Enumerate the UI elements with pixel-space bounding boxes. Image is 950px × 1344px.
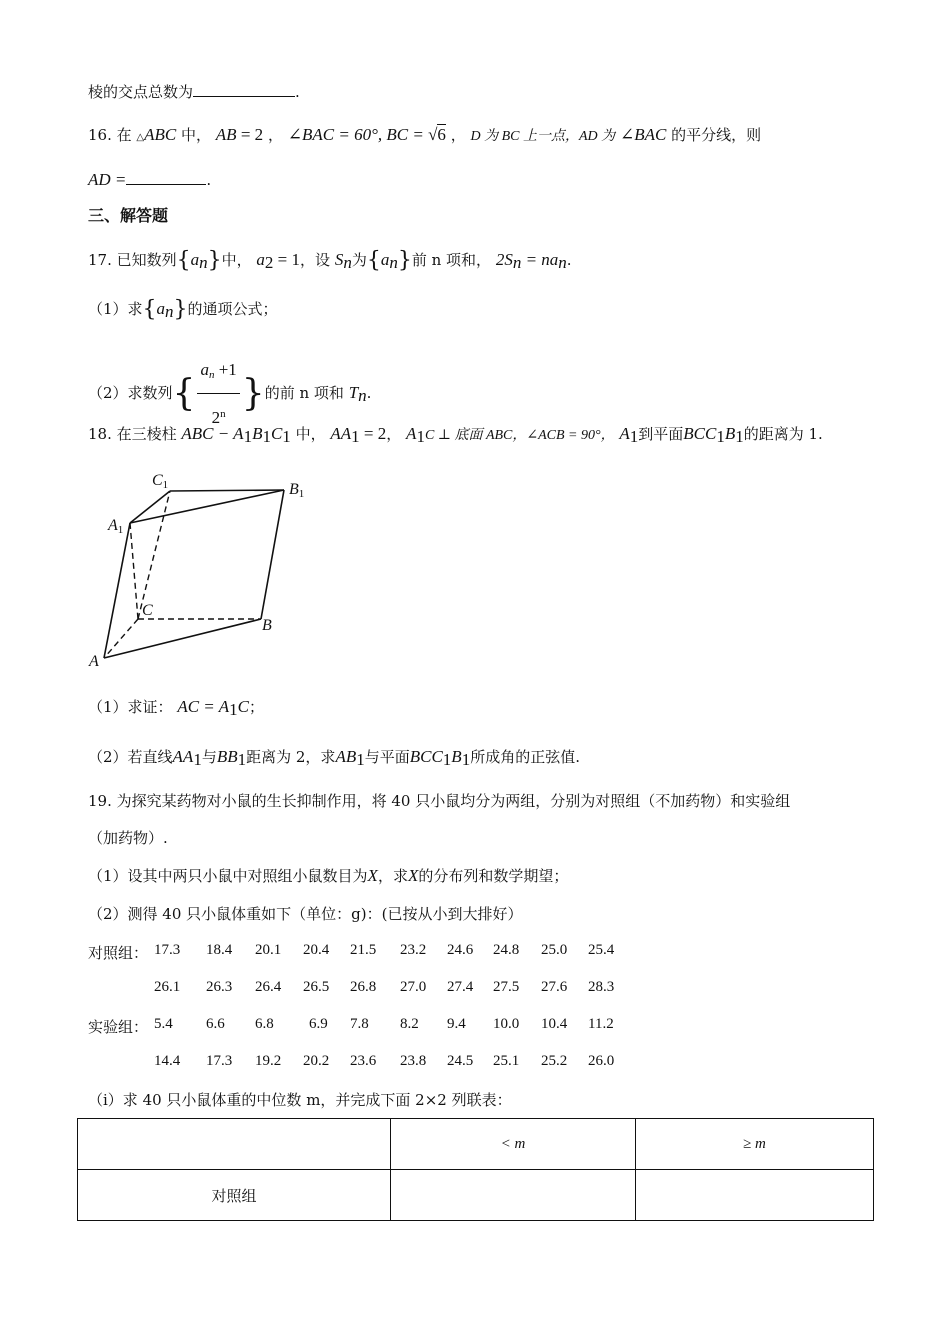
weight-value: 10.4 [541,1016,568,1032]
q15-tail: 棱的交点总数为 . [88,83,300,101]
table-header-lt-m: < m [391,1119,636,1170]
label-c1: C1 [152,472,169,491]
weight-value: 26.1 [154,979,181,995]
weight-value: 25.2 [541,1053,568,1069]
q19-part1: （1）设其中两只小鼠中对照组小鼠数目为X，求X的分布列和数学期望； [88,866,569,885]
q19-part-i: （i）求 40 只小鼠体重的中位数 m，并完成下面 2×2 列联表： [88,1091,512,1109]
contingency-table [77,1118,874,1221]
table-cell-input[interactable] [391,1170,636,1221]
q17-part2: （2）求数列{ $\frac{a_n +1}{2^n}$ }的前 n 项和 $T_n$. [88,348,371,440]
edge-c-c1 [138,491,170,619]
weight-value: 23.2 [400,942,427,958]
label-b1: B1 [289,481,305,500]
weight-value: 6.6 [206,1016,225,1032]
weight-value: 19.2 [255,1053,282,1069]
weight-value: 8.2 [400,1016,419,1032]
weight-value: 6.8 [255,1016,274,1032]
weight-value: 27.6 [541,979,568,995]
sqrt-symbol: √ [428,125,438,144]
weight-value: 25.0 [541,942,568,958]
weight-value: 27.5 [493,979,520,995]
edge-c-a [104,619,138,658]
weight-value: 25.1 [493,1053,520,1069]
weight-value: 23.6 [350,1053,377,1069]
edge-a1-b1 [130,490,284,523]
table-row [78,1170,874,1221]
q17-stem: 17. 已知数列$\{a_n\}$中， $a_2 = 1$，设 $S_n$为$\{a_n\}$前 n 项和， $2S_n = na_n$. [88,248,572,273]
q18-part2: （2）若直线$AA_1$与$BB_1$距离为 2，求$AB_1$与平面$BCC_1B_1$所成角的正弦值. [88,747,580,769]
weight-value: 25.4 [588,942,615,958]
label-b: B [262,617,272,634]
label-a: A [89,653,99,670]
weight-value: 23.8 [400,1053,427,1069]
edge-a1-c [130,523,138,619]
triangle-icon: △ [136,132,145,143]
fraction: $\frac{a_n +1}{2^n}$ [197,348,239,440]
q19-line1: 19. 为探究某药物对小鼠的生长抑制作用，将 40 只小鼠均分为两组，分别为对照组（不加药物）和实验组 [88,792,791,810]
weight-value: 10.0 [493,1016,520,1032]
q18-part1: （1）求证： AC = $A_1C$； [88,697,264,719]
weight-value: 7.8 [350,1016,369,1032]
q16-line1: 16. 在 △ABC 中， AB = 2 ， ∠BAC = 60°, BC = √6 ， D 为 BC 上一点，AD 为 ∠BAC 的平分线，则 [88,125,762,144]
weight-value: 26.8 [350,979,377,995]
table-row-label: 对照组 [78,1170,391,1221]
weight-value: 27.4 [447,979,474,995]
q19-part2: （2）测得 40 只小鼠体重如下（单位：g)：(已按从小到大排好） [88,905,523,923]
label-c: C [142,602,153,619]
weight-value: 17.3 [206,1053,233,1069]
prism-diagram [86,466,326,676]
weight-value: 5.4 [154,1016,173,1032]
weight-value: 26.5 [303,979,330,995]
edge-a-b [104,619,261,658]
q18-stem: 18. 在三棱柱 ABC − $A_1B_1C_1$ 中， $AA_1 = 2$， $A_1C$ ⊥ 底面 ABC，∠ACB = 90°， $A_1$到平面$BCC_1B_1$的距离为 1. [88,424,823,446]
table-cell-input[interactable] [636,1170,874,1221]
weight-value: 21.5 [350,942,377,958]
section-heading: 三、解答题 [88,206,169,225]
table-cell [78,1119,391,1170]
weight-value: 9.4 [447,1016,466,1032]
q17-part1: （1）求$\{a_n\}$的通项公式； [88,297,278,322]
weight-value: 20.2 [303,1053,330,1069]
weight-value: 24.5 [447,1053,474,1069]
edge-c1-b1 [170,490,284,491]
answer-blank[interactable] [193,82,295,97]
weight-value: 18.4 [206,942,233,958]
weight-value: 27.0 [400,979,427,995]
q19-line2: （加药物）. [88,829,168,847]
weight-value: 6.9 [309,1016,328,1032]
edge-a-a1 [104,523,130,658]
label-a1: A1 [108,517,124,536]
weight-value: 17.3 [154,942,181,958]
table-header-row [78,1119,874,1170]
weight-value: 26.4 [255,979,282,995]
q16-line2: AD = . [88,170,212,189]
weight-value: 24.8 [493,942,520,958]
edge-b-b1 [261,490,284,619]
answer-blank[interactable] [126,170,206,185]
weight-value: 11.2 [588,1016,614,1032]
weight-value: 26.3 [206,979,233,995]
weight-value: 20.1 [255,942,282,958]
weight-value: 28.3 [588,979,615,995]
weight-value: 14.4 [154,1053,181,1069]
weight-value: 20.4 [303,942,330,958]
weight-value: 24.6 [447,942,474,958]
weight-value: 26.0 [588,1053,615,1069]
table-header-ge-m: ≥ m [636,1119,874,1170]
